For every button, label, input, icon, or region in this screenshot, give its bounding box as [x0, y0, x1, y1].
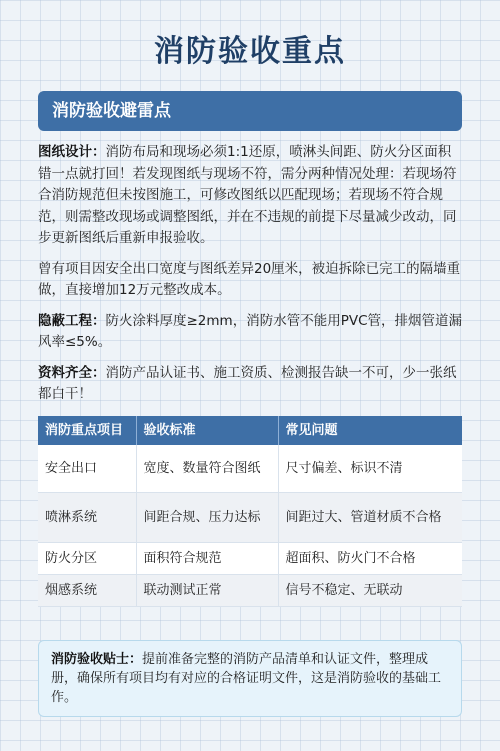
table-header-standard: 验收标准 [136, 416, 278, 445]
table-cell: 联动测试正常 [136, 575, 278, 607]
table-row [38, 445, 462, 493]
paragraph-text: 消防产品认证书、施工资质、检测报告缺一不可，少一张纸都白干！ [38, 364, 457, 402]
content [38, 142, 462, 607]
paragraph-text: 曾有项目因安全出口宽度与图纸差异20厘米，被迫拆除已完工的隔墙重做，直接增加12万元整改成本。 [38, 260, 461, 298]
table-cell: 信号不稳定、无联动 [278, 575, 462, 607]
tip-label: 消防验收贴士： [51, 652, 143, 667]
table-row [38, 493, 462, 543]
paragraph-label: 资料齐全： [38, 364, 106, 381]
table-header-item: 消防重点项目 [38, 416, 136, 445]
table-cell: 喷淋系统 [38, 493, 136, 543]
inspection-table [38, 416, 462, 608]
table-header-row [38, 416, 462, 445]
paragraph-label: 隐蔽工程： [38, 312, 106, 329]
table-row [38, 575, 462, 607]
section-header [38, 91, 462, 131]
table-cell: 宽度、数量符合图纸 [136, 445, 278, 493]
table-header-issues: 常见问题 [278, 416, 462, 445]
table-cell: 烟感系统 [38, 575, 136, 607]
tip-text: 提前准备完整的消防产品清单和认证文件，整理成册，确保所有项目均有对应的合格证明文件，这是消防验收的基础工作。 [51, 652, 442, 705]
table-row [38, 543, 462, 575]
table-cell: 防火分区 [38, 543, 136, 575]
paragraph-text: 消防布局和现场必须1:1还原，喷淋头间距、防火分区面积错一点就打回！若发现图纸与现场不符，需分两种情况处理：若现场符合消防规范但未按图施工，可修改图纸以匹配现场；若现场不符合规范，则需整改现场或调整图纸，并在不违规的前提下尽量减少改动，同步更新图纸后重新申报验收。 [38, 144, 457, 246]
table-cell: 间距合规、压力达标 [136, 493, 278, 543]
paragraph-drawing-design [38, 142, 462, 250]
paragraph-text: 防火涂料厚度≥2mm，消防水管不能用PVC管，排烟管道漏风率≤5%。 [38, 312, 463, 350]
paragraph-case-example [38, 259, 462, 302]
table-cell: 面积符合规范 [136, 543, 278, 575]
table-cell: 超面积、防火门不合格 [278, 543, 462, 575]
tip-box [38, 640, 462, 717]
paragraph-documents [38, 363, 462, 406]
section-heading: 消防验收避雷点 [52, 101, 171, 121]
table-cell: 安全出口 [38, 445, 136, 493]
table-cell: 尺寸偏差、标识不清 [278, 445, 462, 493]
paragraph-label: 图纸设计： [38, 144, 106, 160]
paragraph-concealed-works [38, 311, 462, 354]
page-title: 消防验收重点 [154, 34, 346, 69]
table-cell: 间距过大、管道材质不合格 [278, 493, 462, 543]
